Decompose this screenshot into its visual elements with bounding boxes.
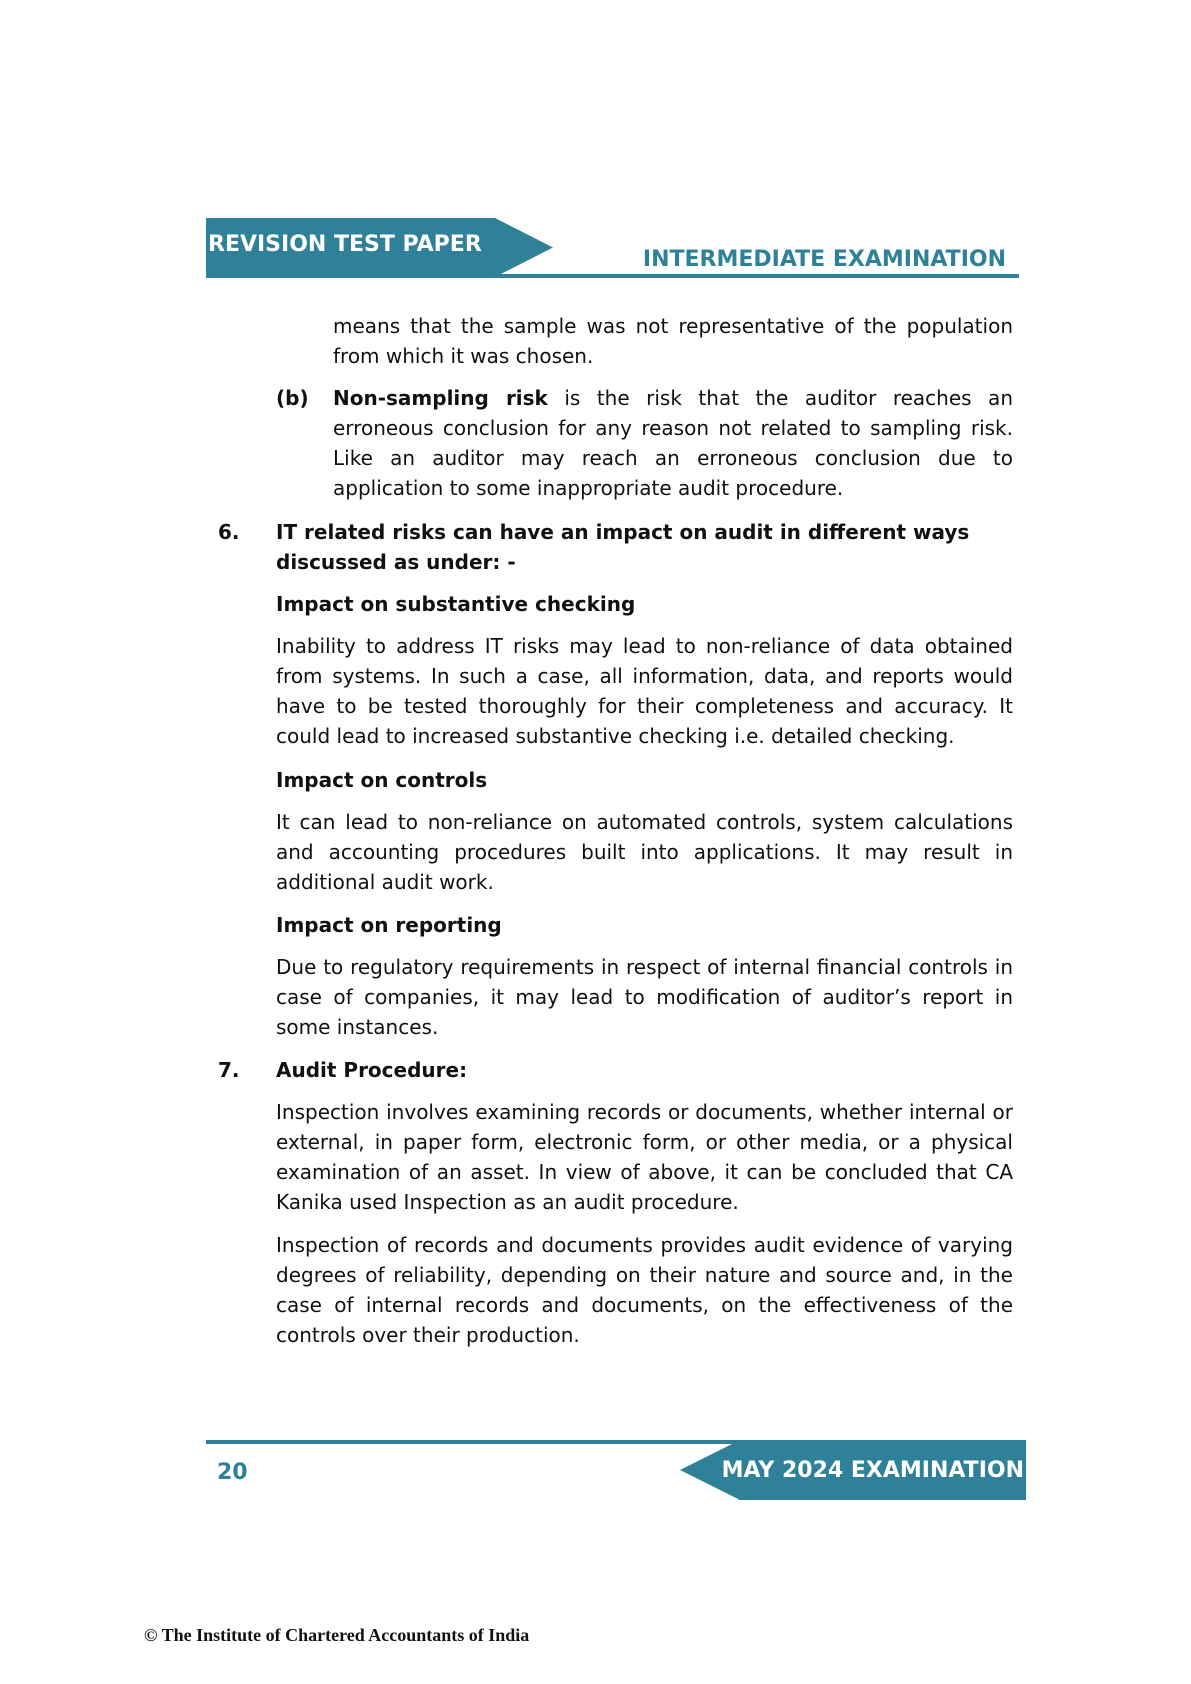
q6-heading: IT related risks can have an impact on audit in different ways discussed as under: - xyxy=(276,520,970,574)
header-arrow xyxy=(495,218,553,277)
section-title-controls: Impact on controls xyxy=(276,768,488,792)
header-divider xyxy=(206,274,1019,278)
q6-number: 6. xyxy=(218,520,240,544)
section-text-controls: It can lead to non-reliance on automated controls, system calculations and accounting procedures built into applications. It may result in additional audit work. xyxy=(276,810,1013,894)
footer-exam-name: MAY 2024 EXAMINATION xyxy=(721,1458,1024,1483)
section-text-substantive: Inability to address IT risks may lead to non-reliance of data obtained from systems. In such a case, all information, data, and reports would have to be tested thoroughly for their completeness and accuracy. It could lead to increased substantive checking i.e. detailed checking. xyxy=(276,634,1013,748)
section-text-reporting: Due to regulatory requirements in respect of internal financial controls in case of companies, it may lead to modification of auditor’s report in some instances. xyxy=(276,955,1013,1039)
q7-number: 7. xyxy=(218,1058,240,1082)
q7-paragraph-1: Inspection involves examining records or documents, whether internal or external, in paper form, electronic form, or other media, or a physical examination of an asset. In view of above, it can be concluded that CA Kanika used Inspection as an audit procedure. xyxy=(276,1100,1013,1214)
header-exam-name: INTERMEDIATE EXAMINATION xyxy=(642,247,1006,272)
continuation-paragraph: means that the sample was not representative of the population from which it was chosen. xyxy=(333,314,1013,368)
item-b-text: is the risk that the auditor reaches an erroneous conclusion for any reason not related to sampling risk. Like an auditor may reach an erroneous conclusion due to application to some inappropriate audit procedure. xyxy=(333,386,1013,500)
q7-paragraph-2: Inspection of records and documents provides audit evidence of varying degrees of reliability, depending on their nature and source and, in the case of internal records and documents, on the effectiveness of the controls over their production. xyxy=(276,1233,1013,1347)
header-title: REVISION TEST PAPER xyxy=(208,232,482,257)
section-title-reporting: Impact on reporting xyxy=(276,913,502,937)
page-number: 20 xyxy=(217,1460,248,1485)
item-b-label: (b) xyxy=(276,386,309,410)
q7-heading: Audit Procedure: xyxy=(276,1058,468,1082)
item-b-paragraph xyxy=(333,383,1013,503)
item-b-term: Non-sampling risk xyxy=(333,386,548,410)
copyright-notice: © The Institute of Chartered Accountants of India xyxy=(144,1625,530,1645)
section-title-substantive: Impact on substantive checking xyxy=(276,592,636,616)
